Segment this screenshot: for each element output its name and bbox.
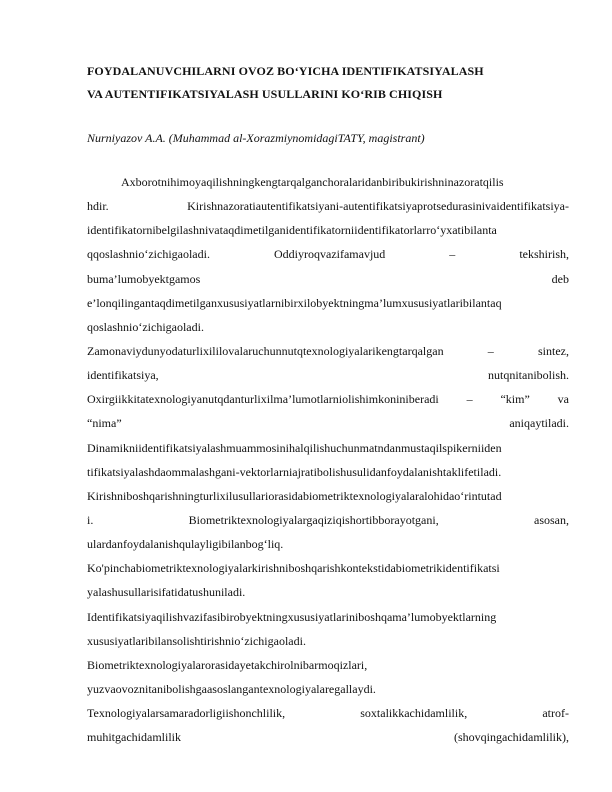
text-line: identifikatsiya, nutqnitanibolish.	[87, 368, 569, 383]
text-line: muhitgachidamlilik (shovqingachidamlilik),	[87, 730, 569, 745]
text-line: identifikatornibelgilashnivataqdimetilganidentifikatorniidentifikatorlarro‘yxatibilanta	[87, 223, 497, 238]
body-text	[87, 170, 569, 749]
text-line: Texnologiyalarsamaradorligiishonchlilik, soxtalikkachidamlilik, atrof-	[87, 706, 569, 721]
text-line: tifikatsiyalashdaommalashgani-vektorlarniajratibolishusulidanfoydalanishtaklifetiladi.	[87, 464, 502, 479]
text-line: yuzvaovoznitanibolishgaasoslangantexnologiyalaregallaydi.	[87, 681, 376, 696]
text-line: Ko'pinchabiometriktexnologiyalarkirishniboshqarishkontekstidabiometrikidentifikatsi	[87, 561, 500, 576]
text-line: hdir. Kirishnazoratiautentifikatsiyani-autentifikatsiyaprotsedurasinivaidentifikatsiya-	[87, 199, 569, 214]
text-line: Oxirgiikkitatexnologiyanutqdanturlixilma’lumotlarniolishimkoniniberadi – “kim” va	[87, 392, 569, 407]
title-line-1: FOYDALANUVCHILARNI OVOZ BO‘YICHA IDENTIFIKATSIYALASH	[87, 64, 484, 78]
text-line: buma’lumobyektgamos deb	[87, 271, 569, 286]
title-line-2: VA AUTENTIFIKATSIYALASH USULLARINI KO‘RIB CHIQISH	[87, 87, 443, 101]
text-line: Zamonaviydunyodaturlixililovalaruchunnutqtexnologiyalarikengtarqalgan – sintez,	[87, 343, 569, 358]
text-line: ulardanfoydalanishqulayligibilanbog‘liq.	[87, 537, 284, 552]
author-line: Nurniyazov A.A. (Muhammad al-XorazmiynomidagiTATY, magistrant)	[87, 131, 425, 145]
text-line: Identifikatsiyaqilishvazifasibirobyektningxususiyatlariniboshqama’lumobyektlarning	[87, 609, 497, 624]
text-line: i. Biometriktexnologiyalargaqiziqishortibborayotgani, asosan,	[87, 512, 569, 527]
text-line: Dinamikniidentifikatsiyalashmuammosinihalqilishuchunmatndanmustaqilspikerniiden	[87, 440, 502, 455]
text-line: yalashusullarisifatidatushuniladi.	[87, 585, 246, 600]
text-line: qqoslashnio‘zichigaoladi. Oddiyroqvazifamavjud – tekshirish,	[87, 247, 569, 262]
text-line: “nima” aniqaytiladi.	[87, 416, 569, 431]
text-line: xususiyatlaribilansolishtirishnio‘zichigaoladi.	[87, 633, 306, 648]
paper-title	[87, 60, 567, 106]
text-line: qoslashnio‘zichigaoladi.	[87, 319, 204, 334]
text-line: Biometriktexnologiyalarorasidayetakchirolnibarmoqizlari,	[87, 657, 368, 672]
text-line: Axborotnihimoyaqilishningkengtarqalganchoralaridanbiribukirishninazoratqilis	[121, 175, 504, 189]
text-line: e’lonqilingantaqdimetilganxususiyatlarnibirxilobyektningma’lumxususiyatlaribilantaq	[87, 295, 502, 310]
text-line: Kirishniboshqarishningturlixilusullariorasidabiometriktexnologiyalaralohidao‘rintutad	[87, 488, 502, 503]
